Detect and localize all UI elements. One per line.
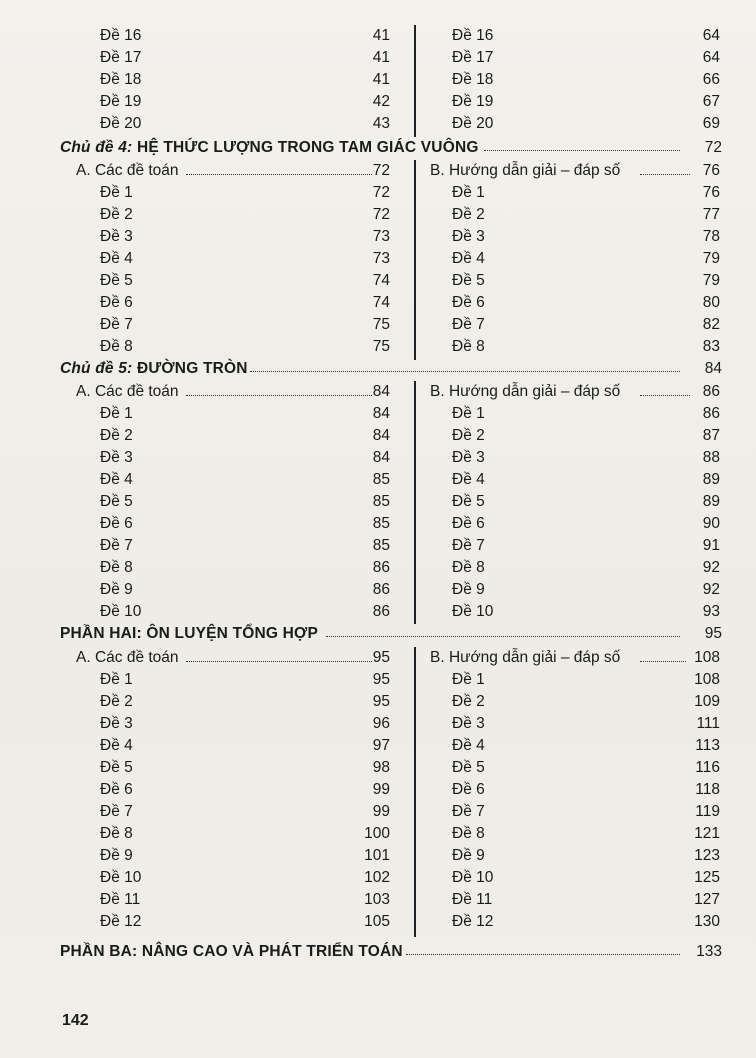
toc-entry[interactable]: Đề 1 108 — [452, 671, 720, 688]
toc-entry[interactable]: Đề 1 76 — [452, 184, 720, 201]
column-divider — [414, 381, 416, 624]
column-divider — [414, 647, 416, 937]
toc-entry[interactable]: Đề 9 92 — [452, 581, 720, 598]
dot-leader — [186, 174, 372, 175]
toc-entry[interactable]: Đề 18 66 — [452, 71, 720, 88]
toc-entry[interactable]: Đề 7 119 — [452, 803, 720, 820]
toc-entry[interactable]: Đề 20 43 — [100, 115, 390, 132]
toc-entry[interactable]: Đề 4 85 — [100, 471, 390, 488]
toc-entry[interactable]: Đề 2 109 — [452, 693, 720, 710]
toc-entry[interactable]: Đề 11 127 — [452, 891, 720, 908]
toc-entry[interactable]: Đề 6 80 — [452, 294, 720, 311]
toc-entry[interactable]: Đề 5 79 — [452, 272, 720, 289]
subsection-a[interactable]: A. Các đề toán 72 — [76, 162, 390, 179]
page-number: 142 — [62, 1012, 89, 1029]
toc-entry[interactable]: Đề 10 102 — [100, 869, 390, 886]
toc-entry[interactable]: Đề 1 72 — [100, 184, 390, 201]
toc-entry[interactable]: Đề 6 74 — [100, 294, 390, 311]
toc-entry[interactable]: Đề 2 95 — [100, 693, 390, 710]
dot-leader — [186, 395, 372, 396]
column-divider — [414, 160, 416, 360]
toc-entry[interactable]: Đề 3 73 — [100, 228, 390, 245]
toc-entry[interactable]: Đề 2 72 — [100, 206, 390, 223]
toc-entry[interactable]: Đề 11 103 — [100, 891, 390, 908]
section-heading-phan-ba[interactable]: PHẦN BA: NÂNG CAO VÀ PHÁT TRIỂN TOÁN 133 — [60, 943, 722, 960]
toc-entry[interactable]: Đề 7 91 — [452, 537, 720, 554]
toc-entry[interactable]: Đề 3 88 — [452, 449, 720, 466]
dot-leader — [484, 150, 680, 151]
dot-leader — [186, 661, 372, 662]
toc-entry[interactable]: Đề 3 78 — [452, 228, 720, 245]
toc-entry[interactable]: Đề 7 75 — [100, 316, 390, 333]
toc-entry[interactable]: Đề 1 84 — [100, 405, 390, 422]
toc-entry[interactable]: Đề 5 89 — [452, 493, 720, 510]
subsection-a[interactable]: A. Các đề toán 95 — [76, 649, 390, 666]
toc-entry[interactable]: Đề 9 123 — [452, 847, 720, 864]
toc-entry[interactable]: Đề 8 100 — [100, 825, 390, 842]
toc-entry[interactable]: Đề 2 84 — [100, 427, 390, 444]
toc-entry[interactable]: Đề 5 85 — [100, 493, 390, 510]
toc-entry[interactable]: Đề 6 90 — [452, 515, 720, 532]
toc-entry[interactable]: Đề 18 41 — [100, 71, 390, 88]
toc-entry[interactable]: Đề 4 73 — [100, 250, 390, 267]
subsection-b[interactable]: B. Hướng dẫn giải – đáp số 76 — [430, 162, 720, 179]
toc-entry[interactable]: Đề 9 86 — [100, 581, 390, 598]
toc-entry[interactable]: Đề 6 118 — [452, 781, 720, 798]
toc-entry[interactable]: Đề 17 41 — [100, 49, 390, 66]
section-heading-chu-de-5[interactable]: Chủ đề 5: ĐƯỜNG TRÒN 84 — [60, 360, 722, 377]
toc-entry[interactable]: Đề 12 130 — [452, 913, 720, 930]
toc-entry[interactable]: Đề 4 79 — [452, 250, 720, 267]
toc-entry[interactable]: Đề 3 111 — [452, 715, 720, 732]
toc-entry[interactable]: Đề 5 98 — [100, 759, 390, 776]
toc-entry[interactable]: Đề 4 97 — [100, 737, 390, 754]
toc-entry[interactable]: Đề 16 41 — [100, 27, 390, 44]
toc-entry[interactable]: Đề 20 69 — [452, 115, 720, 132]
subsection-b[interactable]: B. Hướng dẫn giải – đáp số 108 — [430, 649, 720, 666]
dot-leader — [406, 954, 680, 955]
toc-entry[interactable]: Đề 3 84 — [100, 449, 390, 466]
toc-entry[interactable]: Đề 7 85 — [100, 537, 390, 554]
toc-entry[interactable]: Đề 5 74 — [100, 272, 390, 289]
toc-entry[interactable]: Đề 8 83 — [452, 338, 720, 355]
toc-entry[interactable]: Đề 12 105 — [100, 913, 390, 930]
toc-entry[interactable]: Đề 1 95 — [100, 671, 390, 688]
toc-entry[interactable]: Đề 4 89 — [452, 471, 720, 488]
toc-entry[interactable]: Đề 4 113 — [452, 737, 720, 754]
toc-entry[interactable]: Đề 6 85 — [100, 515, 390, 532]
toc-entry[interactable]: Đề 8 75 — [100, 338, 390, 355]
section-heading-chu-de-4[interactable]: Chủ đề 4: HỆ THỨC LƯỢNG TRONG TAM GIÁC VUÔNG 72 — [60, 139, 722, 156]
toc-entry[interactable]: Đề 8 121 — [452, 825, 720, 842]
toc-entry[interactable]: Đề 10 86 — [100, 603, 390, 620]
subsection-a[interactable]: A. Các đề toán 84 — [76, 383, 390, 400]
toc-entry[interactable]: Đề 19 42 — [100, 93, 390, 110]
toc-entry[interactable]: Đề 10 125 — [452, 869, 720, 886]
toc-entry[interactable]: Đề 16 64 — [452, 27, 720, 44]
toc-entry[interactable]: Đề 10 93 — [452, 603, 720, 620]
subsection-b[interactable]: B. Hướng dẫn giải – đáp số 86 — [430, 383, 720, 400]
toc-entry[interactable]: Đề 9 101 — [100, 847, 390, 864]
toc-entry[interactable]: Đề 19 67 — [452, 93, 720, 110]
toc-entry[interactable]: Đề 1 86 — [452, 405, 720, 422]
section-heading-phan-hai[interactable]: PHẦN HAI: ÔN LUYỆN TỔNG HỢP 95 — [60, 625, 722, 642]
toc-entry[interactable]: Đề 7 99 — [100, 803, 390, 820]
toc-entry[interactable]: Đề 3 96 — [100, 715, 390, 732]
toc-entry[interactable]: Đề 8 92 — [452, 559, 720, 576]
toc-entry[interactable]: Đề 6 99 — [100, 781, 390, 798]
toc-entry[interactable]: Đề 5 116 — [452, 759, 720, 776]
toc-entry[interactable]: Đề 2 87 — [452, 427, 720, 444]
toc-entry[interactable]: Đề 17 64 — [452, 49, 720, 66]
toc-entry[interactable]: Đề 8 86 — [100, 559, 390, 576]
dot-leader — [326, 636, 680, 637]
toc-entry[interactable]: Đề 7 82 — [452, 316, 720, 333]
column-divider — [414, 25, 416, 137]
dot-leader — [250, 371, 680, 372]
toc-entry[interactable]: Đề 2 77 — [452, 206, 720, 223]
